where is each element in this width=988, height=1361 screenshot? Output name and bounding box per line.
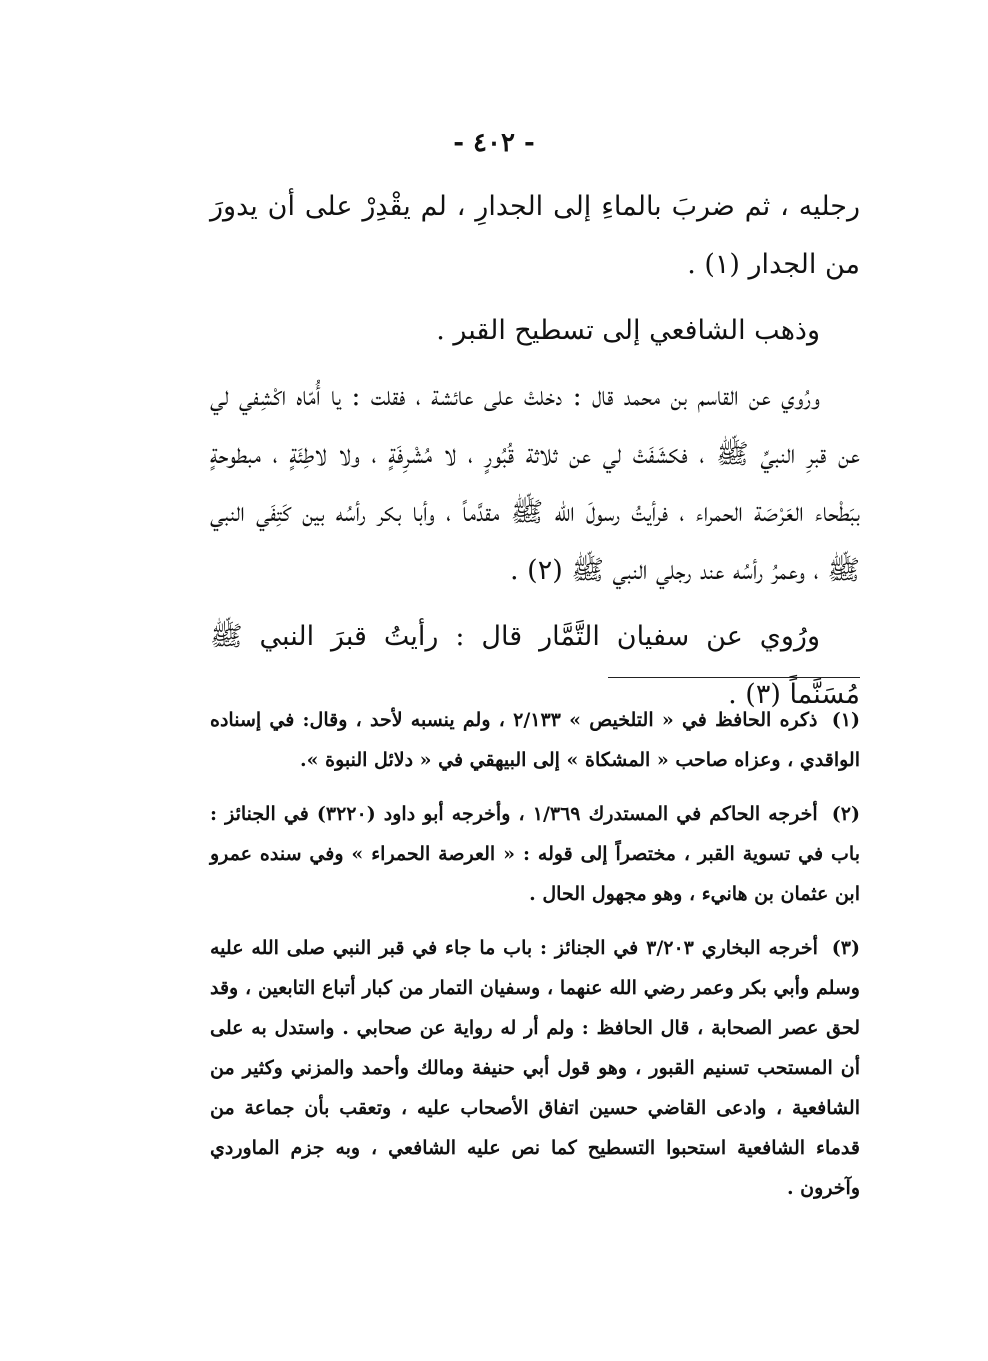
page-number: - ٤٠٢ - bbox=[453, 128, 535, 158]
main-text bbox=[210, 178, 860, 724]
footnote-1 bbox=[210, 700, 860, 780]
footnote-2 bbox=[210, 794, 860, 914]
footnote-number: (٢) bbox=[831, 803, 860, 825]
paragraph-shafii: وذهب الشافعي إلى تسطيح القبر . bbox=[436, 315, 820, 346]
footnote-number: (٣) bbox=[831, 937, 860, 959]
footnote-text: أخرجه الحاكم في المستدرك ١/٣٦٩ ، وأخرجه أبو داود (٣٢٢٠) في الجنائز : باب في تسوية القبر ، مختصراً إلى قوله : « العرصة الحمراء » وفي سنده عمرو ابن عثمان بن هانيء ، وهو مجهول الحال . bbox=[210, 803, 860, 905]
footnote-text: ذكره الحافظ في « التلخيص » ٢/١٣٣ ، ولم ينسبه لأحد ، وقال: في إسناده الواقدي ، وعزاه صاحب « المشكاة » إلى البيهقي في « دلائل النبوة ». bbox=[210, 709, 860, 771]
footnote-3 bbox=[210, 928, 860, 1208]
paragraph-sufyan: ورُوي عن سفيان التَّمَّار قال : رأيتُ قبرَ النبي ﷺ مُسَنَّماً (٣) . bbox=[210, 621, 860, 710]
footnotes bbox=[210, 700, 860, 1222]
footnote-text: أخرجه البخاري ٣/٢٠٣ في الجنائز : باب ما جاء في قبر النبي صلى الله عليه وسلم وأبي بكر وعمر رضي الله عنهما ، وسفيان التمار من كبار أتباع التابعين ، وقد لحق عصر الصحابة ، قال الحافظ : ولم أر له رواية عن صحابي . واستدل به على أن المستحب تسنيم القبور ، وهو قول أبي حنيفة ومالك وأحمد والمزني وكثير من الشافعية ، وادعى القاضي حسين اتفاق الأصحاب عليه ، وتعقب بأن جماعة من قدماء الشافعية استحبوا التسطيح كما نص عليه الشافعي ، وبه جزم الماوردي وآخرون . bbox=[210, 937, 860, 1199]
paragraph-continuation: رجليه ، ثم ضربَ بالماءِ إلى الجدارِ ، لم يقْدِرْ على أن يدورَ من الجدار (١) . bbox=[210, 191, 860, 280]
paragraph-qasim-hadith: ورُوي عن القاسم بن محمد قال : دخلتْ على عائشة ، فقلت : يا أُمّاه اكْشِفي لي عن قبرِ النبيِّ ﷺ ، فكشَفَتْ لي عن ثلاثة قُبُورٍ ، لا مُشْرِفَةٍ ، ولا لاطِئَةٍ ، مبطوحةٍ ببَطْحاء العَرْصَة الحمراء ، فرأيتُ رسولَ الله ﷺ مقدَّماً ، وأبا بكر رأسُه بين كَتِفَي النبي ﷺ ، وعمرُ رأسُه عند رجلي النبي ﷺ (٢) . bbox=[210, 381, 860, 586]
footnote-number: (١) bbox=[831, 709, 860, 731]
footnote-separator bbox=[608, 677, 860, 678]
